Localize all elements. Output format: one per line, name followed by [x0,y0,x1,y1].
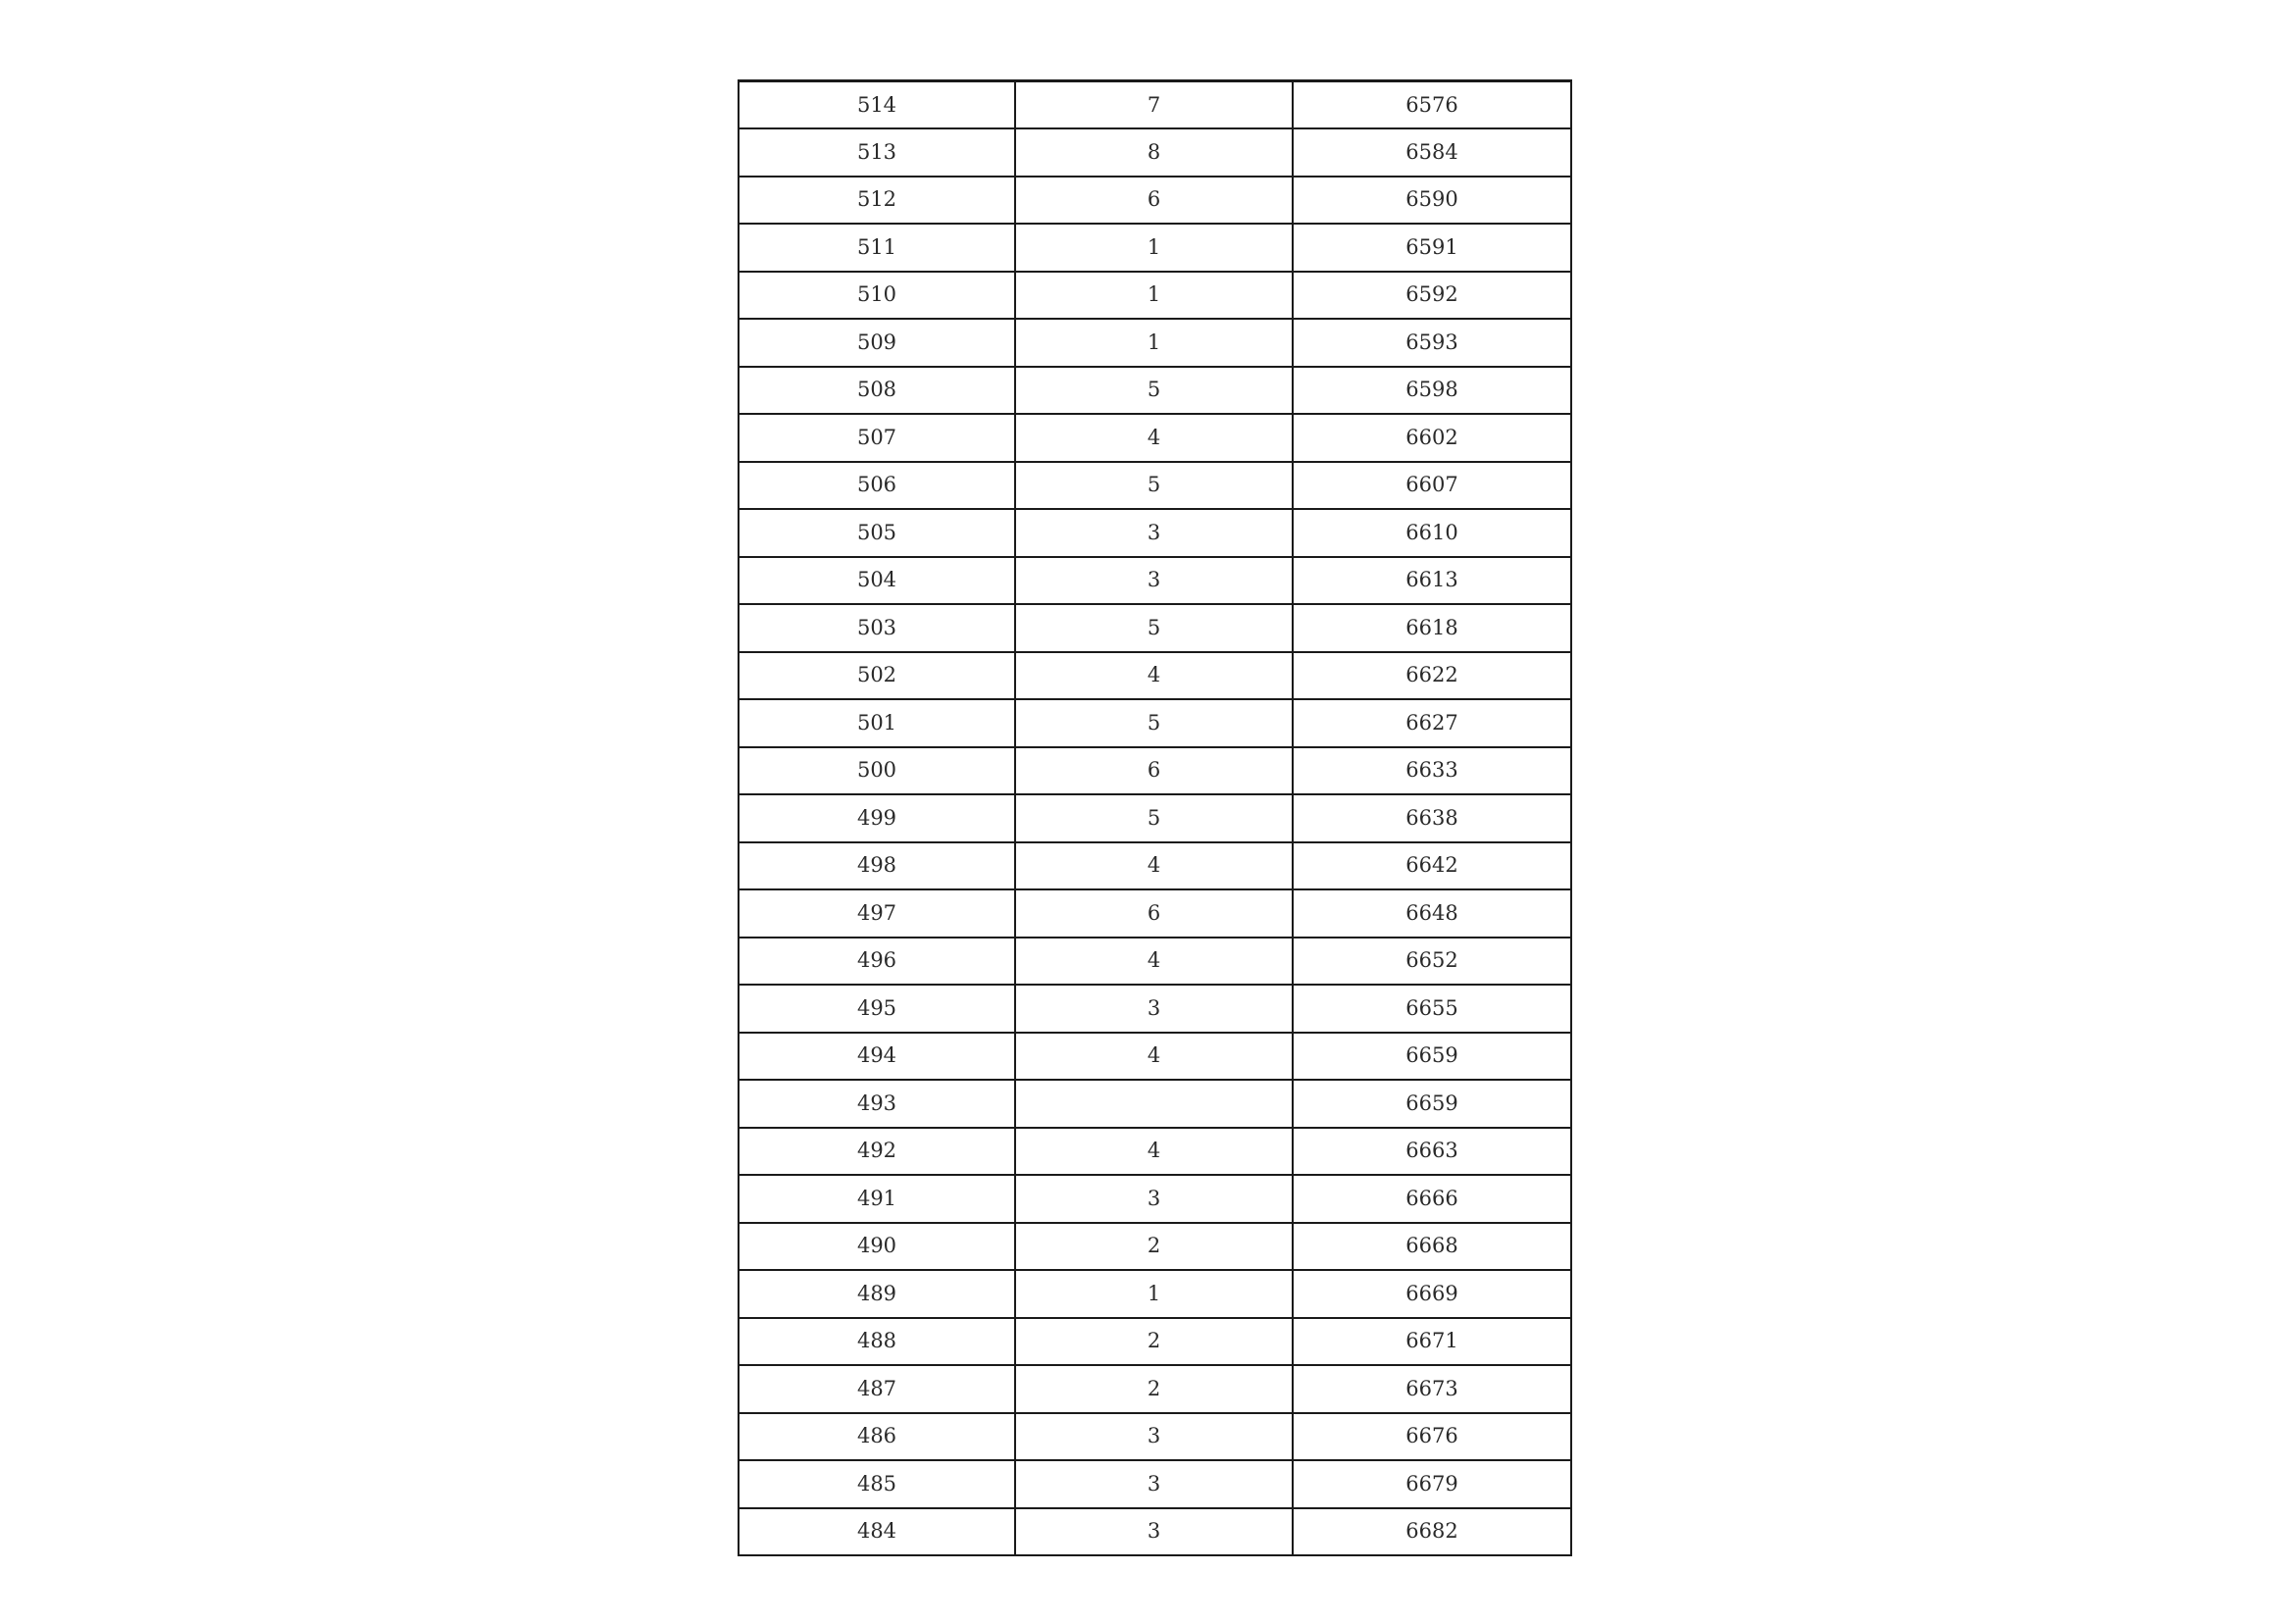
table-row [739,699,1571,747]
table-row [739,462,1571,510]
count-cell: 3 [1015,985,1293,1033]
score-cell: 505 [739,509,1015,557]
cumulative-cell: 6627 [1293,699,1571,747]
score-cell: 504 [739,557,1015,605]
count-cell: 1 [1015,319,1293,367]
count-cell: 2 [1015,1365,1293,1413]
cumulative-cell: 6668 [1293,1223,1571,1271]
count-cell: 4 [1015,938,1293,986]
table-row [739,604,1571,652]
table-row [739,509,1571,557]
count-cell: 4 [1015,1033,1293,1081]
cumulative-cell: 6659 [1293,1033,1571,1081]
cumulative-cell: 6666 [1293,1175,1571,1223]
table-row [739,1365,1571,1413]
table-row [739,1508,1571,1556]
table-row [739,1080,1571,1128]
score-cell: 512 [739,177,1015,225]
table-row [739,81,1571,129]
cumulative-cell: 6655 [1293,985,1571,1033]
table-row [739,889,1571,938]
score-cell: 495 [739,985,1015,1033]
table-row [739,224,1571,272]
cumulative-cell: 6679 [1293,1460,1571,1508]
count-cell: 3 [1015,1460,1293,1508]
score-cell: 484 [739,1508,1015,1556]
cumulative-cell: 6638 [1293,794,1571,842]
count-cell: 3 [1015,1413,1293,1461]
cumulative-cell: 6673 [1293,1365,1571,1413]
table-row [739,842,1571,890]
count-cell: 3 [1015,1508,1293,1556]
score-cell: 507 [739,414,1015,462]
table-row [739,1033,1571,1081]
score-cell: 493 [739,1080,1015,1128]
cumulative-cell: 6663 [1293,1128,1571,1176]
count-cell: 4 [1015,1128,1293,1176]
table-row [739,272,1571,320]
table-row [739,1460,1571,1508]
count-cell: 1 [1015,1270,1293,1318]
cumulative-cell: 6642 [1293,842,1571,890]
table-row [739,1223,1571,1271]
table-row [739,414,1571,462]
score-cell: 501 [739,699,1015,747]
table-row [739,557,1571,605]
count-cell: 4 [1015,842,1293,890]
score-distribution-table [738,79,1572,1556]
table-body [739,81,1571,1556]
table-row [739,652,1571,700]
table-row [739,1270,1571,1318]
score-cell: 506 [739,462,1015,510]
table-row [739,1318,1571,1366]
score-cell: 490 [739,1223,1015,1271]
score-cell: 492 [739,1128,1015,1176]
score-cell: 514 [739,81,1015,129]
table-row [739,319,1571,367]
count-cell: 5 [1015,367,1293,415]
cumulative-cell: 6592 [1293,272,1571,320]
cumulative-cell: 6633 [1293,747,1571,795]
cumulative-cell: 6659 [1293,1080,1571,1128]
cumulative-cell: 6590 [1293,177,1571,225]
count-cell: 5 [1015,604,1293,652]
count-cell: 6 [1015,747,1293,795]
score-cell: 499 [739,794,1015,842]
count-cell: 2 [1015,1223,1293,1271]
count-cell: 5 [1015,699,1293,747]
cumulative-cell: 6671 [1293,1318,1571,1366]
score-cell: 488 [739,1318,1015,1366]
cumulative-cell: 6676 [1293,1413,1571,1461]
cumulative-cell: 6576 [1293,81,1571,129]
score-cell: 500 [739,747,1015,795]
cumulative-cell: 6648 [1293,889,1571,938]
count-cell: 3 [1015,557,1293,605]
count-cell: 1 [1015,272,1293,320]
count-cell: 4 [1015,652,1293,700]
cumulative-cell: 6613 [1293,557,1571,605]
score-cell: 489 [739,1270,1015,1318]
count-cell: 4 [1015,414,1293,462]
cumulative-cell: 6598 [1293,367,1571,415]
count-cell [1015,1080,1293,1128]
score-cell: 509 [739,319,1015,367]
count-cell: 3 [1015,509,1293,557]
count-cell: 1 [1015,224,1293,272]
cumulative-cell: 6610 [1293,509,1571,557]
score-cell: 491 [739,1175,1015,1223]
cumulative-cell: 6682 [1293,1508,1571,1556]
count-cell: 5 [1015,462,1293,510]
table-row [739,367,1571,415]
score-cell: 513 [739,128,1015,177]
score-cell: 502 [739,652,1015,700]
count-cell: 5 [1015,794,1293,842]
cumulative-cell: 6607 [1293,462,1571,510]
score-cell: 494 [739,1033,1015,1081]
score-cell: 485 [739,1460,1015,1508]
table-row [739,1175,1571,1223]
cumulative-cell: 6591 [1293,224,1571,272]
score-cell: 487 [739,1365,1015,1413]
count-cell: 8 [1015,128,1293,177]
table-row [739,128,1571,177]
count-cell: 6 [1015,889,1293,938]
cumulative-cell: 6622 [1293,652,1571,700]
count-cell: 7 [1015,81,1293,129]
cumulative-cell: 6618 [1293,604,1571,652]
table-row [739,985,1571,1033]
count-cell: 6 [1015,177,1293,225]
table-row [739,1413,1571,1461]
score-cell: 486 [739,1413,1015,1461]
score-cell: 508 [739,367,1015,415]
score-cell: 503 [739,604,1015,652]
table-row [739,1128,1571,1176]
table-row [739,794,1571,842]
table-row [739,938,1571,986]
cumulative-cell: 6602 [1293,414,1571,462]
cumulative-cell: 6593 [1293,319,1571,367]
table-row [739,177,1571,225]
score-cell: 498 [739,842,1015,890]
score-cell: 496 [739,938,1015,986]
count-cell: 3 [1015,1175,1293,1223]
count-cell: 2 [1015,1318,1293,1366]
cumulative-cell: 6652 [1293,938,1571,986]
score-cell: 511 [739,224,1015,272]
cumulative-cell: 6669 [1293,1270,1571,1318]
score-cell: 510 [739,272,1015,320]
score-cell: 497 [739,889,1015,938]
cumulative-cell: 6584 [1293,128,1571,177]
table-row [739,747,1571,795]
